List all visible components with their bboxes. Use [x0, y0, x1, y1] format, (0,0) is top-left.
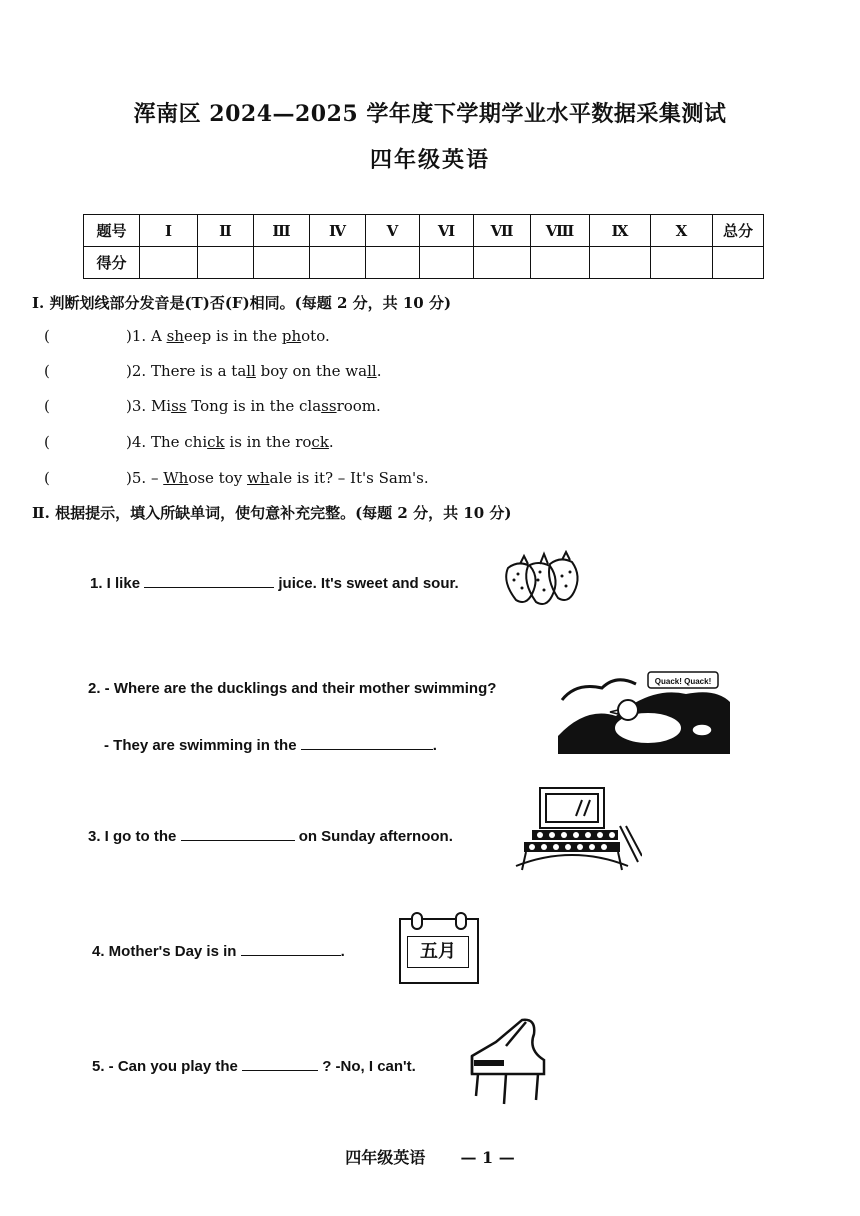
score-cell: Ⅰ	[140, 215, 198, 247]
strawberries-icon	[500, 550, 586, 608]
score-input-cell[interactable]	[366, 247, 420, 279]
answer-paren[interactable]: (	[44, 433, 50, 451]
score-cell: Ⅸ	[590, 215, 651, 247]
section1-item-3: ( )3. Miss Tong is in the classroom.	[44, 397, 381, 415]
footer-label: 四年级英语	[345, 1148, 426, 1167]
exam-title: 浑南区 2024—2025 学年度下学期学业水平数据采集测试	[133, 101, 727, 127]
score-cell: Ⅴ	[366, 215, 420, 247]
answer-paren[interactable]: (	[44, 469, 50, 487]
score-cell: 题号	[84, 215, 140, 247]
calendar-icon	[399, 918, 479, 984]
underlined-sound: ll	[246, 362, 256, 380]
underlined-sound: ss	[321, 397, 337, 415]
cinema-icon	[512, 786, 642, 872]
section1-heading: Ⅰ. 判断划线部分发音是(T)否(F)相同。(每题 2 分，共 10 分)	[32, 294, 452, 312]
score-input-cell[interactable]	[651, 247, 713, 279]
answer-blank[interactable]	[144, 573, 274, 588]
score-input-cell[interactable]	[310, 247, 366, 279]
page-number: — 1 —	[460, 1148, 515, 1167]
underlined-sound: ss	[171, 397, 187, 415]
calendar-month-text: 五月	[407, 936, 469, 968]
score-input-cell[interactable]	[140, 247, 198, 279]
score-cell: 总分	[713, 215, 764, 247]
score-input-cell[interactable]	[531, 247, 590, 279]
score-input-cell[interactable]	[713, 247, 764, 279]
score-table	[83, 214, 764, 279]
section2-item-2-question: 2. - Where are the ducklings and their mother swimming?	[88, 680, 497, 697]
section2-item-1: 1. I like juice. It's sweet and sour.	[90, 575, 459, 592]
answer-paren[interactable]: (	[44, 397, 50, 415]
answer-blank[interactable]	[181, 826, 295, 841]
score-table-score-row	[84, 247, 764, 279]
score-cell: Ⅱ	[198, 215, 254, 247]
section2-item-2-answer: - They are swimming in the .	[104, 737, 437, 754]
page-footer	[0, 1145, 860, 1168]
score-input-cell[interactable]	[198, 247, 254, 279]
score-cell: Ⅹ	[651, 215, 713, 247]
section1-item-2: ( )2. There is a tall boy on the wall.	[44, 362, 382, 380]
duck-speech-text: Quack! Quack!	[654, 677, 712, 686]
answer-blank[interactable]	[301, 735, 433, 750]
underlined-sound: ll	[367, 362, 377, 380]
score-cell: Ⅷ	[531, 215, 590, 247]
underlined-sound: ck	[207, 433, 225, 451]
score-table-header-row	[84, 215, 764, 247]
answer-paren[interactable]: (	[44, 327, 50, 345]
exam-subtitle: 四年级英语	[369, 147, 490, 173]
underlined-sound: sh	[166, 327, 184, 345]
underlined-sound: Wh	[163, 469, 189, 487]
section2-item-4: 4. Mother's Day is in .	[92, 943, 345, 960]
underlined-sound: wh	[247, 469, 270, 487]
score-cell: Ⅳ	[310, 215, 366, 247]
answer-blank[interactable]	[241, 941, 341, 956]
underlined-sound: ck	[311, 433, 329, 451]
answer-blank[interactable]	[242, 1056, 318, 1071]
section2-item-3: 3. I go to the on Sunday afternoon.	[88, 828, 453, 845]
score-cell: Ⅶ	[474, 215, 531, 247]
score-input-cell[interactable]	[474, 247, 531, 279]
score-input-cell[interactable]	[420, 247, 474, 279]
section2-heading: Ⅱ. 根据提示，填入所缺单词，使句意补充完整。(每题 2 分，共 10 分)	[32, 504, 512, 522]
score-input-cell[interactable]	[254, 247, 310, 279]
underlined-sound: ph	[281, 327, 302, 345]
section1-item-5: ( )5. – Whose toy whale is it? – It's Sam's.	[44, 469, 429, 487]
ducks-swimming-icon	[556, 666, 732, 758]
piano-icon	[466, 1016, 550, 1110]
answer-paren[interactable]: (	[44, 362, 50, 380]
section1-item-4: ( )4. The chick is in the rock.	[44, 433, 334, 451]
score-input-cell[interactable]	[590, 247, 651, 279]
section2-item-5: 5. - Can you play the ? -No, I can't.	[92, 1058, 416, 1075]
score-row-label: 得分	[84, 247, 140, 279]
score-cell: Ⅲ	[254, 215, 310, 247]
section1-item-1: ( )1. A sheep is in the photo.	[44, 327, 330, 345]
score-cell: Ⅵ	[420, 215, 474, 247]
